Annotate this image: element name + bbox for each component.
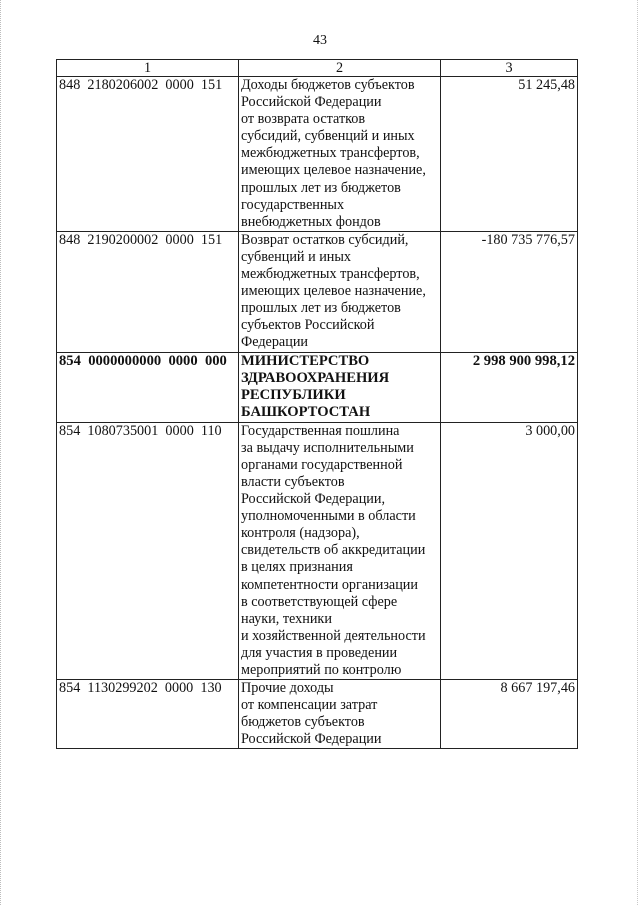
- revenue-name-line: власти субъектов: [241, 473, 345, 490]
- revenue-name: [239, 422, 441, 679]
- revenue-name-line: Российской Федерации: [241, 731, 382, 748]
- table-row: [57, 231, 578, 352]
- budget-code: 854 1130299202 0000 130: [57, 680, 239, 749]
- ministry-name: [239, 352, 441, 422]
- revenue-name-line: и хозяйственной деятельности: [241, 627, 426, 644]
- revenue-name-line: субсидий, субвенций и иных: [241, 128, 415, 145]
- ministry-name-line: БАШКОРТОСТАН: [241, 404, 371, 421]
- revenue-name-line: от возврата остатков: [241, 111, 366, 128]
- revenue-name-line: в соответствующей сфере: [241, 593, 398, 610]
- budget-code: 854 1080735001 0000 110: [57, 422, 239, 679]
- revenue-name-line: имеющих целевое назначение,: [241, 162, 426, 179]
- amount: 51 245,48: [441, 77, 578, 232]
- scan-edge-right: [635, 0, 638, 905]
- revenue-name-line: компетентности организации: [241, 576, 418, 593]
- revenue-name-line: мероприятий по контролю: [241, 662, 402, 678]
- revenue-name: [239, 77, 441, 232]
- ministry-name-line: ЗДРАВООХРАНЕНИЯ: [241, 369, 390, 386]
- revenue-name-line: субъектов Российской: [241, 317, 375, 334]
- ministry-name-line: МИНИСТЕРСТВО: [241, 352, 370, 369]
- column-header-3: 3: [441, 60, 578, 77]
- revenue-name-line: свидетельств об аккредитации: [241, 542, 426, 559]
- amount: 8 667 197,46: [441, 680, 578, 749]
- amount: 3 000,00: [441, 422, 578, 679]
- revenue-name-line: Возврат остатков субсидий,: [241, 231, 409, 248]
- revenue-name-line: Государственная пошлина: [241, 422, 400, 439]
- table-header-row: [57, 60, 578, 77]
- amount: -180 735 776,57: [441, 231, 578, 352]
- page-number: 43: [313, 33, 327, 48]
- budget-code: 848 2190200002 0000 151: [57, 231, 239, 352]
- revenue-name-line: прошлых лет из бюджетов: [241, 300, 401, 317]
- amount: 2 998 900 998,12: [441, 352, 578, 422]
- scan-edge-left: [0, 0, 5, 905]
- budget-code: 854 0000000000 0000 000: [57, 352, 239, 422]
- revenue-name-line: бюджетов субъектов: [241, 714, 365, 731]
- table-row: [57, 77, 578, 232]
- revenue-name-line: для участия в проведении: [241, 644, 398, 661]
- table-row-ministry: [57, 352, 578, 422]
- revenue-name-line: имеющих целевое назначение,: [241, 283, 426, 300]
- revenue-name: [239, 680, 441, 749]
- revenue-name-line: государственных: [241, 196, 345, 213]
- ministry-name-line: РЕСПУБЛИКИ: [241, 387, 346, 404]
- budget-table: [56, 59, 578, 749]
- revenue-name-line: Российской Федерации,: [241, 491, 386, 508]
- revenue-name-line: прошлых лет из бюджетов: [241, 179, 401, 196]
- revenue-name-line: органами государственной: [241, 456, 403, 473]
- revenue-name-line: Доходы бюджетов субъектов: [241, 77, 415, 93]
- revenue-name-line: внебюджетных фондов: [241, 213, 381, 230]
- table-row: [57, 422, 578, 679]
- revenue-name-line: межбюджетных трансфертов,: [241, 266, 420, 283]
- revenue-name-line: Федерации: [241, 334, 309, 351]
- revenue-name-line: уполномоченными в области: [241, 508, 416, 525]
- column-header-1: 1: [57, 60, 239, 77]
- revenue-name-line: контроля (надзора),: [241, 525, 360, 542]
- table-row: [57, 680, 578, 749]
- revenue-name-line: межбюджетных трансфертов,: [241, 145, 420, 162]
- revenue-name-line: в целях признания: [241, 559, 353, 576]
- revenue-name-line: от компенсации затрат: [241, 697, 378, 714]
- revenue-name-line: Российской Федерации: [241, 94, 382, 111]
- column-header-2: 2: [239, 60, 441, 77]
- budget-code: 848 2180206002 0000 151: [57, 77, 239, 232]
- revenue-name-line: субвенций и иных: [241, 248, 352, 265]
- revenue-name-line: за выдачу исполнительными: [241, 439, 414, 456]
- revenue-name: [239, 231, 441, 352]
- revenue-name-line: Прочие доходы: [241, 680, 334, 697]
- revenue-name-line: науки, техники: [241, 610, 332, 627]
